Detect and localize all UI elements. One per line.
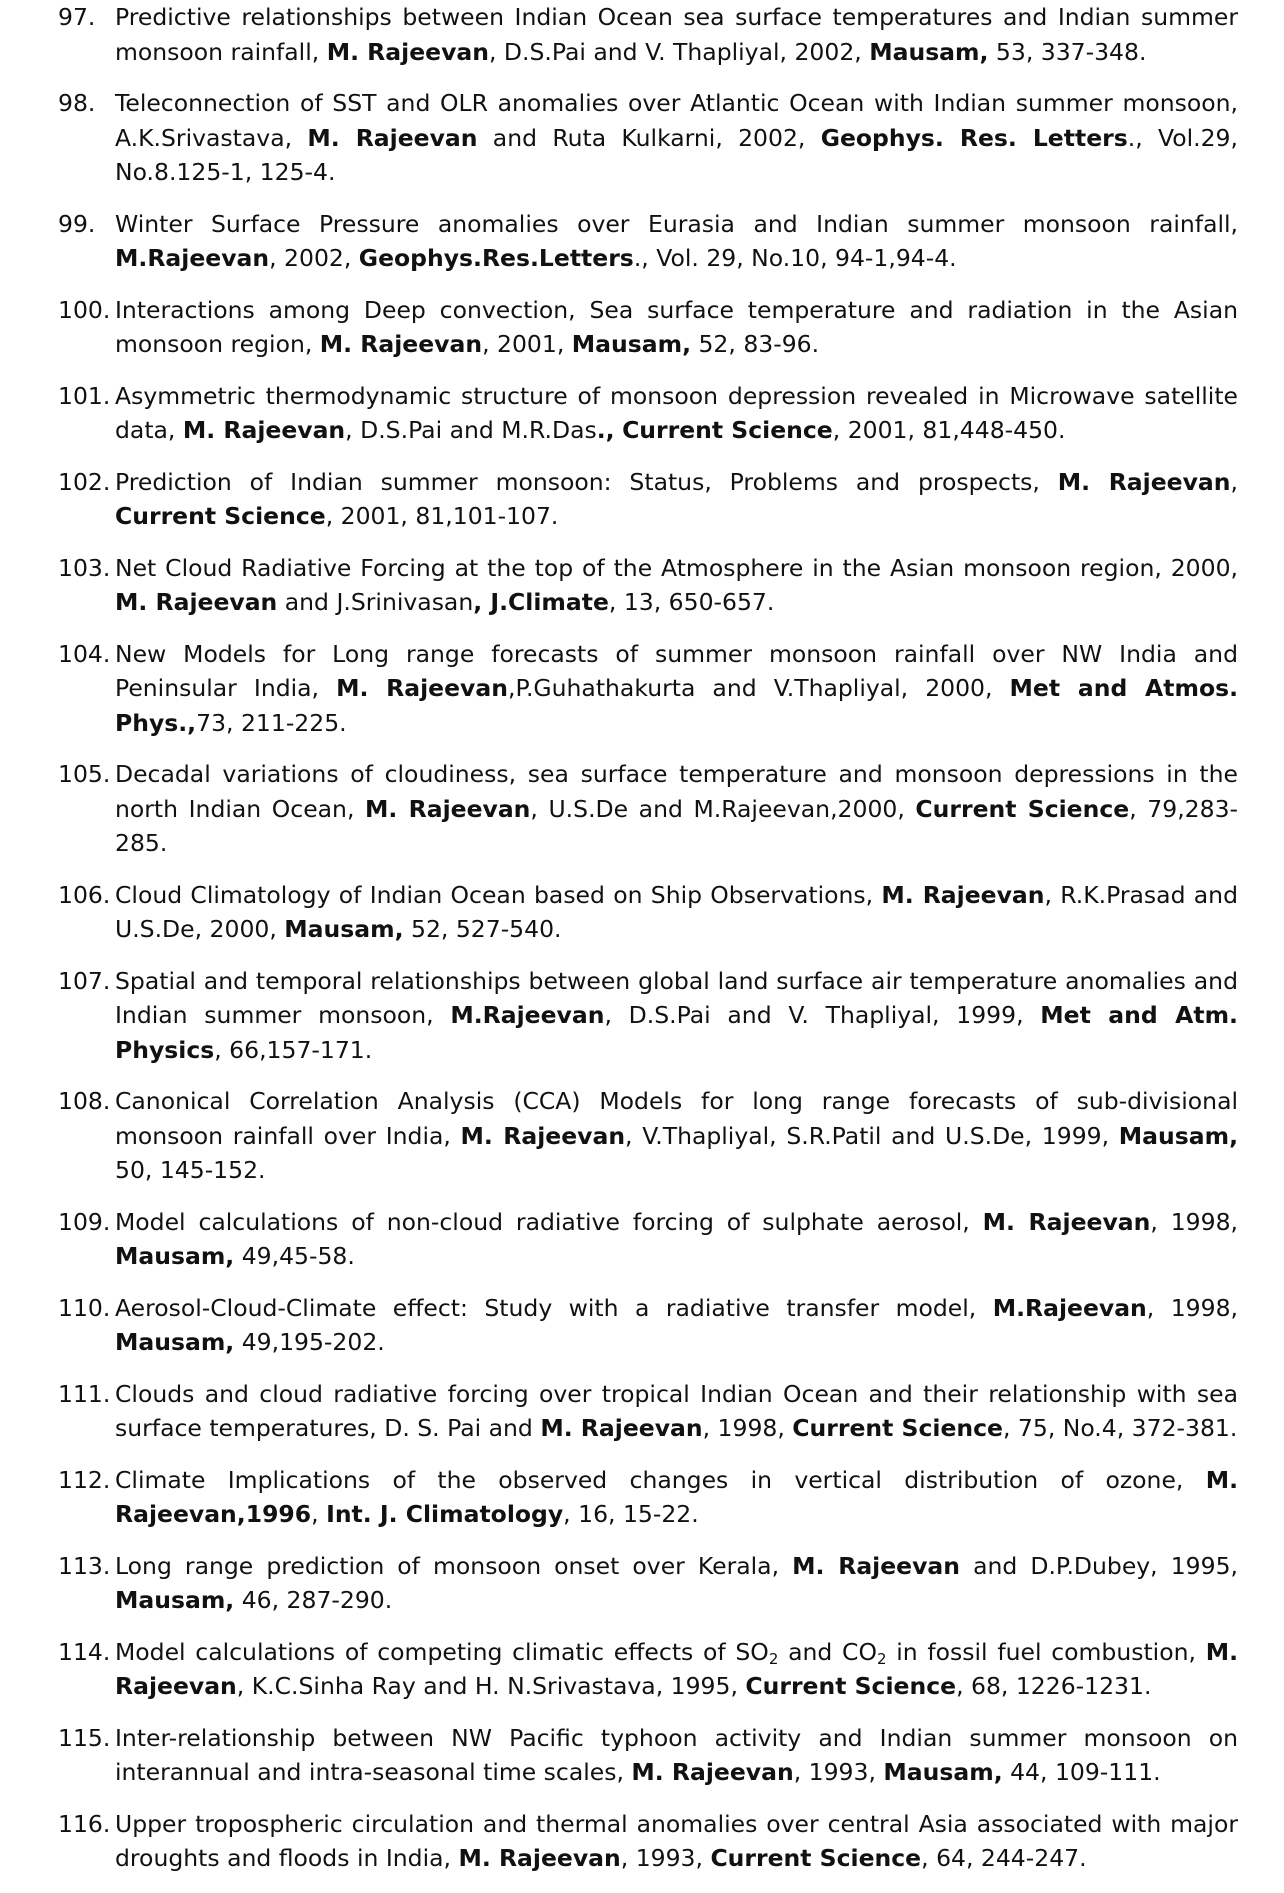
text-segment: , 13, 650-657.	[608, 588, 775, 616]
bold-segment: Int. J. Climatology	[326, 1500, 564, 1528]
reference-text	[115, 878, 1238, 947]
text-segment: ,P.Guhathakurta and V.Thapliyal, 2000,	[507, 674, 1010, 702]
bold-segment: Mausam,	[284, 915, 404, 943]
text-segment: ,	[1230, 467, 1238, 496]
reference-text	[115, 207, 1238, 276]
text-segment: , D.S.Pai and M.R.Das	[345, 416, 597, 444]
text-segment: ., Vol. 29, No.10, 94-1,94-4.	[633, 244, 957, 272]
reference-text	[115, 1721, 1238, 1790]
reference-entry	[0, 1549, 1284, 1618]
reference-number: 113.	[58, 1551, 111, 1580]
bold-segment: M. Rajeevan	[336, 674, 508, 702]
reference-text	[115, 757, 1238, 861]
bold-segment: M. Rajeevan	[881, 880, 1045, 909]
reference-entry	[0, 1635, 1284, 1704]
text-segment: Decadal variations of cloudiness, sea surface temperature and monsoon depressions in the north Indian Ocean,	[115, 760, 1238, 823]
bold-segment: M. Rajeevan	[982, 1207, 1151, 1236]
bold-segment: Mausam,	[115, 1328, 235, 1356]
text-segment: Model calculations of competing climatic effects of SO	[115, 1637, 769, 1666]
reference-entry	[0, 86, 1284, 190]
bold-segment: M. Rajeevan	[115, 1637, 1238, 1700]
bold-segment: Mausam,	[883, 1758, 1003, 1786]
reference-number: 102.	[58, 467, 111, 496]
bold-segment: Current Science	[622, 416, 833, 444]
reference-text	[115, 1463, 1238, 1532]
reference-entry	[0, 964, 1284, 1068]
reference-number: 103.	[58, 553, 111, 582]
bold-segment: .,	[596, 416, 615, 444]
reference-entry	[0, 1463, 1284, 1532]
text-segment: 52, 527-540.	[403, 915, 562, 943]
reference-entry	[0, 207, 1284, 276]
text-segment: Canonical Correlation Analysis (CCA) Models for long range forecasts of sub-divisional monsoon rainfall over India,	[115, 1087, 1238, 1150]
text-segment: , 75, No.4, 372-381.	[1002, 1414, 1238, 1442]
text-segment	[615, 416, 622, 444]
reference-entry	[0, 1291, 1284, 1360]
text-segment: ,	[311, 1500, 327, 1528]
reference-text	[115, 1549, 1238, 1618]
bold-segment: M. Rajeevan	[792, 1551, 961, 1580]
bold-segment: M. Rajeevan	[1057, 467, 1231, 496]
text-segment: , 2002,	[269, 244, 359, 272]
subscript-segment: 2	[876, 1649, 887, 1668]
bold-segment: , J.Climate	[473, 588, 609, 616]
text-segment: Prediction of Indian summer monsoon: Status, Problems and prospects,	[115, 467, 1058, 496]
reference-entry	[0, 1084, 1284, 1188]
text-segment: Cloud Climatology of Indian Ocean based on Ship Observations,	[115, 880, 882, 909]
bold-segment: Current Science	[115, 502, 326, 530]
reference-text	[115, 551, 1238, 620]
reference-entry	[0, 1205, 1284, 1274]
reference-number: 114.	[58, 1637, 111, 1666]
bold-segment: Met and Atmos. Phys.,	[115, 674, 1239, 737]
text-segment: 46, 287-290.	[234, 1586, 393, 1614]
reference-number: 115.	[58, 1723, 111, 1752]
reference-number: 105.	[58, 760, 111, 788]
reference-text	[115, 465, 1238, 534]
bold-segment: Geophys.Res.Letters	[358, 244, 634, 272]
text-segment: Spatial and temporal relationships between global land surface air temperature anomalies and Indian summer monsoon,	[115, 966, 1238, 1029]
reference-entry	[0, 637, 1284, 741]
text-segment: Interactions among Deep convection, Sea surface temperature and radiation in the Asian monsoon region,	[115, 295, 1238, 358]
text-segment: , D.S.Pai and V. Thapliyal, 2002,	[488, 37, 870, 66]
text-segment: 73, 211-225.	[196, 708, 347, 737]
reference-text	[115, 1377, 1238, 1446]
text-segment: 50, 145-152.	[115, 1156, 266, 1184]
bold-segment: M. Rajeevan	[540, 1414, 703, 1442]
reference-entry	[0, 878, 1284, 947]
reference-number: 116.	[58, 1809, 111, 1838]
text-segment: Teleconnection of SST and OLR anomalies over Atlantic Ocean with Indian summer monsoon, A.K.Srivastava,	[115, 89, 1238, 152]
reference-text	[115, 1205, 1238, 1274]
bold-segment: Current Science	[915, 794, 1130, 823]
bold-segment: M. Rajeevan	[631, 1758, 794, 1786]
text-segment: , 64, 244-247.	[921, 1844, 1087, 1872]
reference-entry	[0, 1807, 1284, 1876]
bold-segment: Geophys. Res. Letters	[820, 123, 1128, 152]
reference-text	[115, 293, 1238, 362]
bold-segment: M.Rajeevan	[450, 1001, 605, 1029]
text-segment: and J.Srinivasan	[277, 588, 474, 616]
reference-number: 107.	[58, 966, 111, 995]
reference-text	[115, 637, 1238, 741]
reference-entry	[0, 465, 1284, 534]
text-segment: , U.S.De and M.Rajeevan,2000,	[530, 794, 916, 823]
reference-number: 106.	[58, 880, 111, 909]
text-segment: Long range prediction of monsoon onset over Kerala,	[115, 1551, 793, 1580]
bold-segment: M. Rajeevan	[460, 1121, 626, 1150]
text-segment: ., Vol.29, No.8.125-1, 125-4.	[115, 123, 1238, 186]
text-segment: , 79,283-285.	[115, 794, 1238, 857]
text-segment: , 68, 1226-1231.	[956, 1672, 1152, 1700]
text-segment: 49,45-58.	[234, 1242, 355, 1270]
subscript-segment: 2	[768, 1649, 779, 1668]
bold-segment: M. Rajeevan	[319, 330, 483, 358]
bold-segment: Mausam,	[869, 37, 989, 66]
text-segment: , 2001, 81,448-450.	[832, 416, 1066, 444]
reference-entry	[0, 757, 1284, 861]
text-segment: , 1998,	[1150, 1207, 1238, 1236]
reference-number: 100.	[58, 295, 111, 324]
text-segment: , 1998,	[1146, 1293, 1238, 1322]
text-segment: Predictive relationships between Indian Ocean sea surface temperatures and Indian summer monsoon rainfall,	[115, 3, 1238, 66]
reference-text	[115, 1807, 1238, 1876]
reference-entry	[0, 379, 1284, 448]
text-segment: , 66,157-171.	[214, 1035, 373, 1064]
reference-entry	[0, 551, 1284, 620]
reference-entry	[0, 1721, 1284, 1790]
bold-segment: M. Rajeevan,1996	[115, 1465, 1238, 1528]
text-segment: New Models for Long range forecasts of summer monsoon rainfall over NW India and Peninsular India,	[115, 639, 1238, 702]
bold-segment: Met and Atm. Physics	[115, 1001, 1238, 1064]
bold-segment: M. Rajeevan	[115, 588, 278, 616]
bold-segment: Current Science	[710, 1844, 922, 1872]
bold-segment: Mausam,	[115, 1242, 235, 1270]
reference-entry	[0, 0, 1284, 69]
text-segment: Net Cloud Radiative Forcing at the top of the Atmosphere in the Asian monsoon region, 2000,	[115, 553, 1238, 582]
reference-entry	[0, 1377, 1284, 1446]
reference-number: 109.	[58, 1207, 111, 1236]
bold-segment: Mausam,	[571, 330, 692, 358]
bold-segment: Mausam,	[1118, 1121, 1238, 1150]
reference-text	[115, 0, 1238, 69]
reference-text	[115, 1635, 1238, 1704]
reference-text	[115, 1291, 1238, 1360]
bold-segment: M. Rajeevan	[307, 123, 478, 152]
reference-number: 110.	[58, 1293, 111, 1322]
reference-text	[115, 86, 1238, 190]
reference-text	[115, 1084, 1238, 1188]
reference-number: 101.	[58, 381, 111, 410]
text-segment: Aerosol-Cloud-Climate effect: Study with a radiative transfer model,	[115, 1293, 993, 1322]
bold-segment: Mausam,	[115, 1586, 235, 1614]
text-segment: , 2001, 81,101-107.	[325, 502, 559, 530]
text-segment: Clouds and cloud radiative forcing over tropical Indian Ocean and their relationship with sea surface temperatures, D. S. Pai and	[115, 1379, 1238, 1442]
text-segment: , 1993,	[620, 1844, 711, 1872]
text-segment: Climate Implications of the observed changes in vertical distribution of ozone,	[115, 1465, 1206, 1494]
bold-segment: Current Science	[745, 1672, 957, 1700]
text-segment: 44, 109-111.	[1002, 1758, 1161, 1786]
text-segment: and Ruta Kulkarni, 2002,	[477, 123, 821, 152]
text-segment: , K.C.Sinha Ray and H. N.Srivastava, 1995,	[236, 1672, 746, 1700]
text-segment: , V.Thapliyal, S.R.Patil and U.S.De, 1999,	[625, 1121, 1119, 1150]
reference-number: 98.	[58, 89, 96, 117]
text-segment: 53, 337-348.	[988, 37, 1147, 66]
text-segment: 52, 83-96.	[691, 330, 820, 358]
text-segment: 49,195-202.	[234, 1328, 385, 1356]
text-segment: Inter-relationship between NW Pacific typhoon activity and Indian summer monsoon on interannual and intra-seasonal time scales,	[115, 1723, 1238, 1786]
bold-segment: M. Rajeevan	[326, 37, 489, 66]
text-segment: , D.S.Pai and V. Thapliyal, 1999,	[604, 1001, 1041, 1029]
bold-segment: M. Rajeevan	[182, 416, 346, 444]
reference-number: 112.	[58, 1465, 111, 1494]
reference-number: 97.	[58, 3, 96, 31]
text-segment: Model calculations of non-cloud radiative forcing of sulphate aerosol,	[115, 1207, 983, 1236]
text-segment: , 2001,	[482, 330, 572, 358]
text-segment: , 1998,	[702, 1414, 793, 1442]
bold-segment: M.Rajeevan	[992, 1293, 1147, 1322]
reference-number: 108.	[58, 1087, 111, 1115]
bold-segment: M. Rajeevan	[458, 1844, 621, 1872]
reference-number: 104.	[58, 639, 111, 668]
reference-entry	[0, 293, 1284, 362]
bold-segment: M. Rajeevan	[365, 794, 531, 823]
text-segment: , 1993,	[793, 1758, 884, 1786]
text-segment: , 16, 15-22.	[563, 1500, 699, 1528]
reference-text	[115, 379, 1238, 448]
text-segment: Upper tropospheric circulation and thermal anomalies over central Asia associated with major droughts and floods in India,	[115, 1809, 1238, 1872]
bold-segment: Current Science	[792, 1414, 1003, 1442]
reference-number: 111.	[58, 1379, 111, 1408]
text-segment: and CO	[778, 1637, 877, 1666]
bold-segment: M.Rajeevan	[115, 244, 270, 272]
text-segment: Winter Surface Pressure anomalies over Eurasia and Indian summer monsoon rainfall,	[115, 209, 1238, 238]
text-segment: in fossil fuel combustion,	[886, 1637, 1206, 1666]
text-segment: and D.P.Dubey, 1995,	[960, 1551, 1238, 1580]
text-segment: , R.K.Prasad and U.S.De, 2000,	[115, 880, 1238, 943]
text-segment: Asymmetric thermodynamic structure of monsoon depression revealed in Microwave satellite data,	[115, 381, 1238, 444]
reference-text	[115, 964, 1238, 1068]
reference-number: 99.	[58, 209, 96, 238]
